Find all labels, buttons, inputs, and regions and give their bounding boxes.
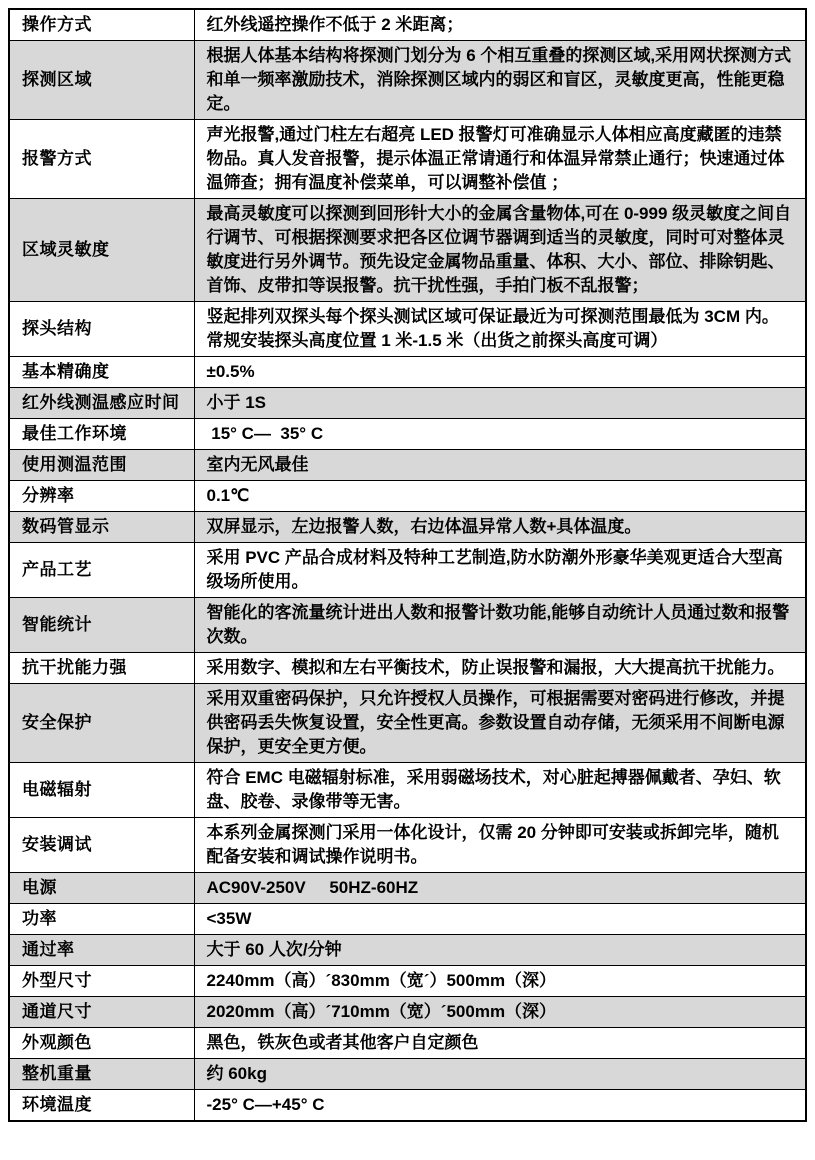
- spec-row: [9, 598, 806, 653]
- spec-value-cell: 红外线遥控操作不低于 2 米距离；: [194, 9, 806, 41]
- spec-label-cell: 产品工艺: [9, 543, 194, 598]
- spec-value-cell: 竖起排列双探头每个探头测试区域可保证最近为可探测范围最低为 3CM 内。常规安装探头高度位置 1 米-1.5 米（出货之前探头高度可调）: [194, 302, 806, 357]
- spec-value-cell: 符合 EMC 电磁辐射标准，采用弱磁场技术，对心脏起搏器佩戴者、孕妇、软盘、胶卷、录像带等无害。: [194, 763, 806, 818]
- spec-row: [9, 357, 806, 388]
- spec-row: [9, 120, 806, 199]
- spec-value-cell: 0.1℃: [194, 481, 806, 512]
- product-spec-table: [8, 8, 807, 1122]
- spec-label-cell: 电源: [9, 873, 194, 904]
- spec-row: [9, 1090, 806, 1122]
- spec-label-cell: 外型尺寸: [9, 966, 194, 997]
- spec-label-cell: 分辨率: [9, 481, 194, 512]
- spec-value-cell: <35W: [194, 904, 806, 935]
- spec-label-cell: 基本精确度: [9, 357, 194, 388]
- spec-label-cell: 功率: [9, 904, 194, 935]
- spec-row: [9, 199, 806, 302]
- spec-label-cell: 探测区域: [9, 41, 194, 120]
- spec-row: [9, 935, 806, 966]
- spec-value-cell: 采用 PVC 产品合成材料及特种工艺制造,防水防潮外形豪华美观更适合大型高级场所使用。: [194, 543, 806, 598]
- spec-row: [9, 1059, 806, 1090]
- spec-value-cell: 大于 60 人次/分钟: [194, 935, 806, 966]
- spec-label-cell: 报警方式: [9, 120, 194, 199]
- spec-value-cell: 双屏显示，左边报警人数，右边体温异常人数+具体温度。: [194, 512, 806, 543]
- spec-row: [9, 763, 806, 818]
- spec-value-cell: 采用数字、模拟和左右平衡技术，防止误报警和漏报，大大提高抗干扰能力。: [194, 653, 806, 684]
- spec-value-cell: 根据人体基本结构将探测门划分为 6 个相互重叠的探测区域,采用网状探测方式和单一频率激励技术，消除探测区域内的弱区和盲区，灵敏度更高，性能更稳定。: [194, 41, 806, 120]
- spec-label-cell: 整机重量: [9, 1059, 194, 1090]
- spec-row: [9, 302, 806, 357]
- spec-label-cell: 智能统计: [9, 598, 194, 653]
- spec-row: [9, 419, 806, 450]
- spec-value-cell: AC90V-250V 50HZ-60HZ: [194, 873, 806, 904]
- spec-row: [9, 9, 806, 41]
- spec-row: [9, 512, 806, 543]
- spec-label-cell: 安全保护: [9, 684, 194, 763]
- spec-row: [9, 873, 806, 904]
- spec-label-cell: 抗干扰能力强: [9, 653, 194, 684]
- spec-label-cell: 安装调试: [9, 818, 194, 873]
- spec-value-cell: 室内无风最佳: [194, 450, 806, 481]
- spec-table-body: [9, 9, 806, 1121]
- spec-row: [9, 388, 806, 419]
- spec-row: [9, 481, 806, 512]
- spec-row: [9, 653, 806, 684]
- spec-row: [9, 41, 806, 120]
- spec-value-cell: 采用双重密码保护，只允许授权人员操作，可根据需要对密码进行修改，并提供密码丢失恢复设置，安全性更高。参数设置自动存储，无须采用不间断电源保护，更安全更方便。: [194, 684, 806, 763]
- spec-label-cell: 环境温度: [9, 1090, 194, 1122]
- spec-label-cell: 最佳工作环境: [9, 419, 194, 450]
- spec-label-cell: 电磁辐射: [9, 763, 194, 818]
- spec-value-cell: 本系列金属探测门采用一体化设计，仅需 20 分钟即可安装或拆卸完毕，随机配备安装和调试操作说明书。: [194, 818, 806, 873]
- spec-value-cell: 智能化的客流量统计进出人数和报警计数功能,能够自动统计人员通过数和报警次数。: [194, 598, 806, 653]
- spec-row: [9, 966, 806, 997]
- spec-value-cell: 最高灵敏度可以探测到回形针大小的金属含量物体,可在 0-999 级灵敏度之间自行调节、可根据探测要求把各区位调节器调到适当的灵敏度，同时可对整体灵敏度进行另外调节。预先设定金属物品重量、体积、大小、部位、排除钥匙、首饰、皮带扣等误报警。抗干扰性强，手拍门板不乱报警；: [194, 199, 806, 302]
- spec-value-cell: ±0.5%: [194, 357, 806, 388]
- spec-value-cell: 黑色，铁灰色或者其他客户自定颜色: [194, 1028, 806, 1059]
- spec-value-cell: 声光报警,通过门柱左右超亮 LED 报警灯可准确显示人体相应高度藏匿的违禁物品。真人发音报警，提示体温正常请通行和体温异常禁止通行；快速通过体温筛查；拥有温度补偿菜单，可以调整补偿值 ；: [194, 120, 806, 199]
- spec-label-cell: 通过率: [9, 935, 194, 966]
- spec-row: [9, 450, 806, 481]
- spec-label-cell: 外观颜色: [9, 1028, 194, 1059]
- spec-row: [9, 1028, 806, 1059]
- spec-row: [9, 684, 806, 763]
- spec-label-cell: 通道尺寸: [9, 997, 194, 1028]
- spec-value-cell: 约 60kg: [194, 1059, 806, 1090]
- spec-label-cell: 探头结构: [9, 302, 194, 357]
- spec-row: [9, 997, 806, 1028]
- spec-label-cell: 操作方式: [9, 9, 194, 41]
- spec-label-cell: 区域灵敏度: [9, 199, 194, 302]
- spec-label-cell: 红外线测温感应时间: [9, 388, 194, 419]
- spec-row: [9, 543, 806, 598]
- spec-label-cell: 数码管显示: [9, 512, 194, 543]
- spec-value-cell: 2240mm（高）´830mm（宽´）500mm（深）: [194, 966, 806, 997]
- spec-value-cell: 2020mm（高）´710mm（宽）´500mm（深）: [194, 997, 806, 1028]
- spec-label-cell: 使用测温范围: [9, 450, 194, 481]
- spec-row: [9, 904, 806, 935]
- spec-value-cell: 小于 1S: [194, 388, 806, 419]
- spec-value-cell: 15° C— 35° C: [194, 419, 806, 450]
- spec-value-cell: -25° C—+45° C: [194, 1090, 806, 1122]
- spec-row: [9, 818, 806, 873]
